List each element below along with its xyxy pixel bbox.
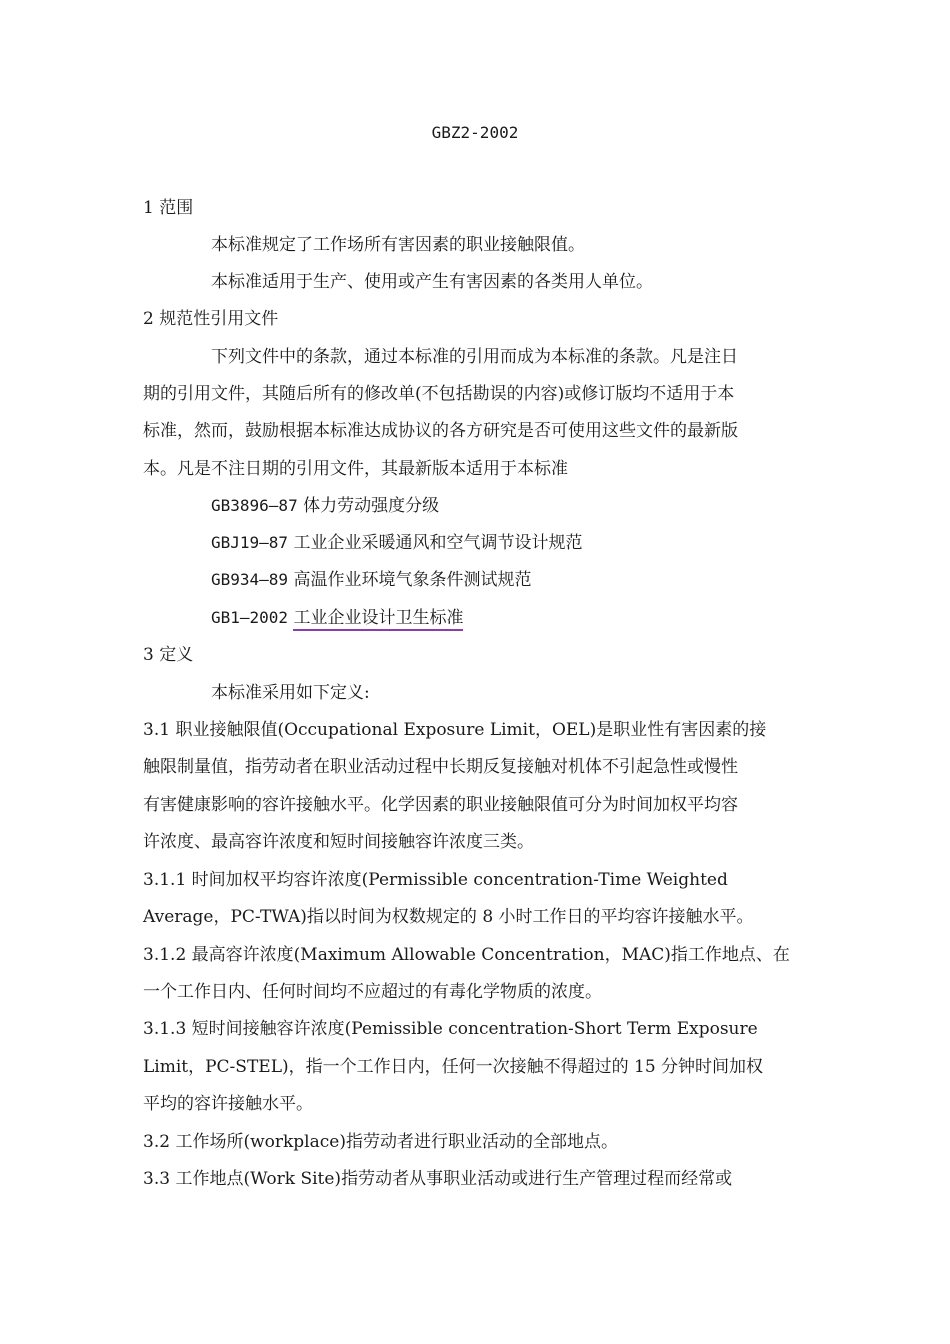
definition-3-1-3-line: 3.1.3 短时间接触容许浓度(Pemissible concentration-Short Term Exposure <box>143 1019 758 1039</box>
definition-3-1-2-line: 3.1.2 最高容许浓度(Maximum Allowable Concentration，MAC)指工作地点、在 <box>143 945 790 965</box>
definition-3-1-2-line: 一个工作日内、任何时间均不应超过的有毒化学物质的浓度。 <box>143 982 602 1002</box>
reference-item <box>211 531 582 555</box>
reference-code: GB934—89 <box>211 570 289 589</box>
reference-item <box>211 494 439 518</box>
reference-item <box>211 568 531 592</box>
definition-3-1-3-line: 平均的容许接触水平。 <box>143 1094 313 1114</box>
reference-title-link[interactable]: 工业企业设计卫生标准 <box>293 608 463 631</box>
section-1-paragraph-1: 本标准规定了工作场所有害因素的职业接触限值。 <box>211 235 585 255</box>
reference-code: GBJ19—87 <box>211 533 289 552</box>
reference-code: GB1—2002 <box>211 608 289 627</box>
section-2-paragraph-line: 下列文件中的条款，通过本标准的引用而成为本标准的条款。凡是注日 <box>211 347 738 367</box>
definition-3-1-1-line: 3.1.1 时间加权平均容许浓度(Permissible concentration-Time Weighted <box>143 870 728 890</box>
definition-3-1-line: 许浓度、最高容许浓度和短时间接触容许浓度三类。 <box>143 832 534 852</box>
reference-title: 高温作业环境气象条件测试规范 <box>293 570 532 590</box>
reference-code: GB3896—87 <box>211 496 298 515</box>
reference-title: 体力劳动强度分级 <box>303 496 440 516</box>
section-3-heading: 3 定义 <box>143 645 194 665</box>
section-2-paragraph-line: 期的引用文件，其随后所有的修改单(不包括勘误的内容)或修订版均不适用于本 <box>143 384 735 404</box>
definition-3-1-line: 触限制量值，指劳动者在职业活动过程中长期反复接触对机体不引起急性或慢性 <box>143 757 738 777</box>
section-1-heading: 1 范围 <box>143 198 194 218</box>
reference-title: 工业企业采暖通风和空气调节设计规范 <box>293 533 583 553</box>
definition-3-1-1-line: Average，PC-TWA)指以时间为权数规定的 8 小时工作日的平均容许接触水平。 <box>143 907 754 927</box>
definition-3-1-line: 3.1 职业接触限值(Occupational Exposure Limit，OEL)是职业性有害因素的接 <box>143 720 767 740</box>
definition-3-3: 3.3 工作地点(Work Site)指劳动者从事职业活动或进行生产管理过程而经常或 <box>143 1169 733 1189</box>
section-2-paragraph-line: 本。凡是不注日期的引用文件，其最新版本适用于本标准 <box>143 459 568 479</box>
definition-3-1-3-line: Limit，PC-STEL)，指一个工作日内，任何一次接触不得超过的 15 分钟时间加权 <box>143 1057 764 1077</box>
definition-3-2: 3.2 工作场所(workplace)指劳动者进行职业活动的全部地点。 <box>143 1132 618 1152</box>
section-2-heading: 2 规范性引用文件 <box>143 309 279 329</box>
section-1-paragraph-2: 本标准适用于生产、使用或产生有害因素的各类用人单位。 <box>211 272 653 292</box>
reference-item <box>211 606 463 630</box>
document-code-header: GBZ2-2002 <box>431 123 519 142</box>
section-2-paragraph-line: 标准，然而，鼓励根据本标准达成协议的各方研究是否可使用这些文件的最新版 <box>143 421 738 441</box>
definition-3-1-line: 有害健康影响的容许接触水平。化学因素的职业接触限值可分为时间加权平均容 <box>143 795 738 815</box>
section-3-intro: 本标准采用如下定义: <box>211 683 370 703</box>
